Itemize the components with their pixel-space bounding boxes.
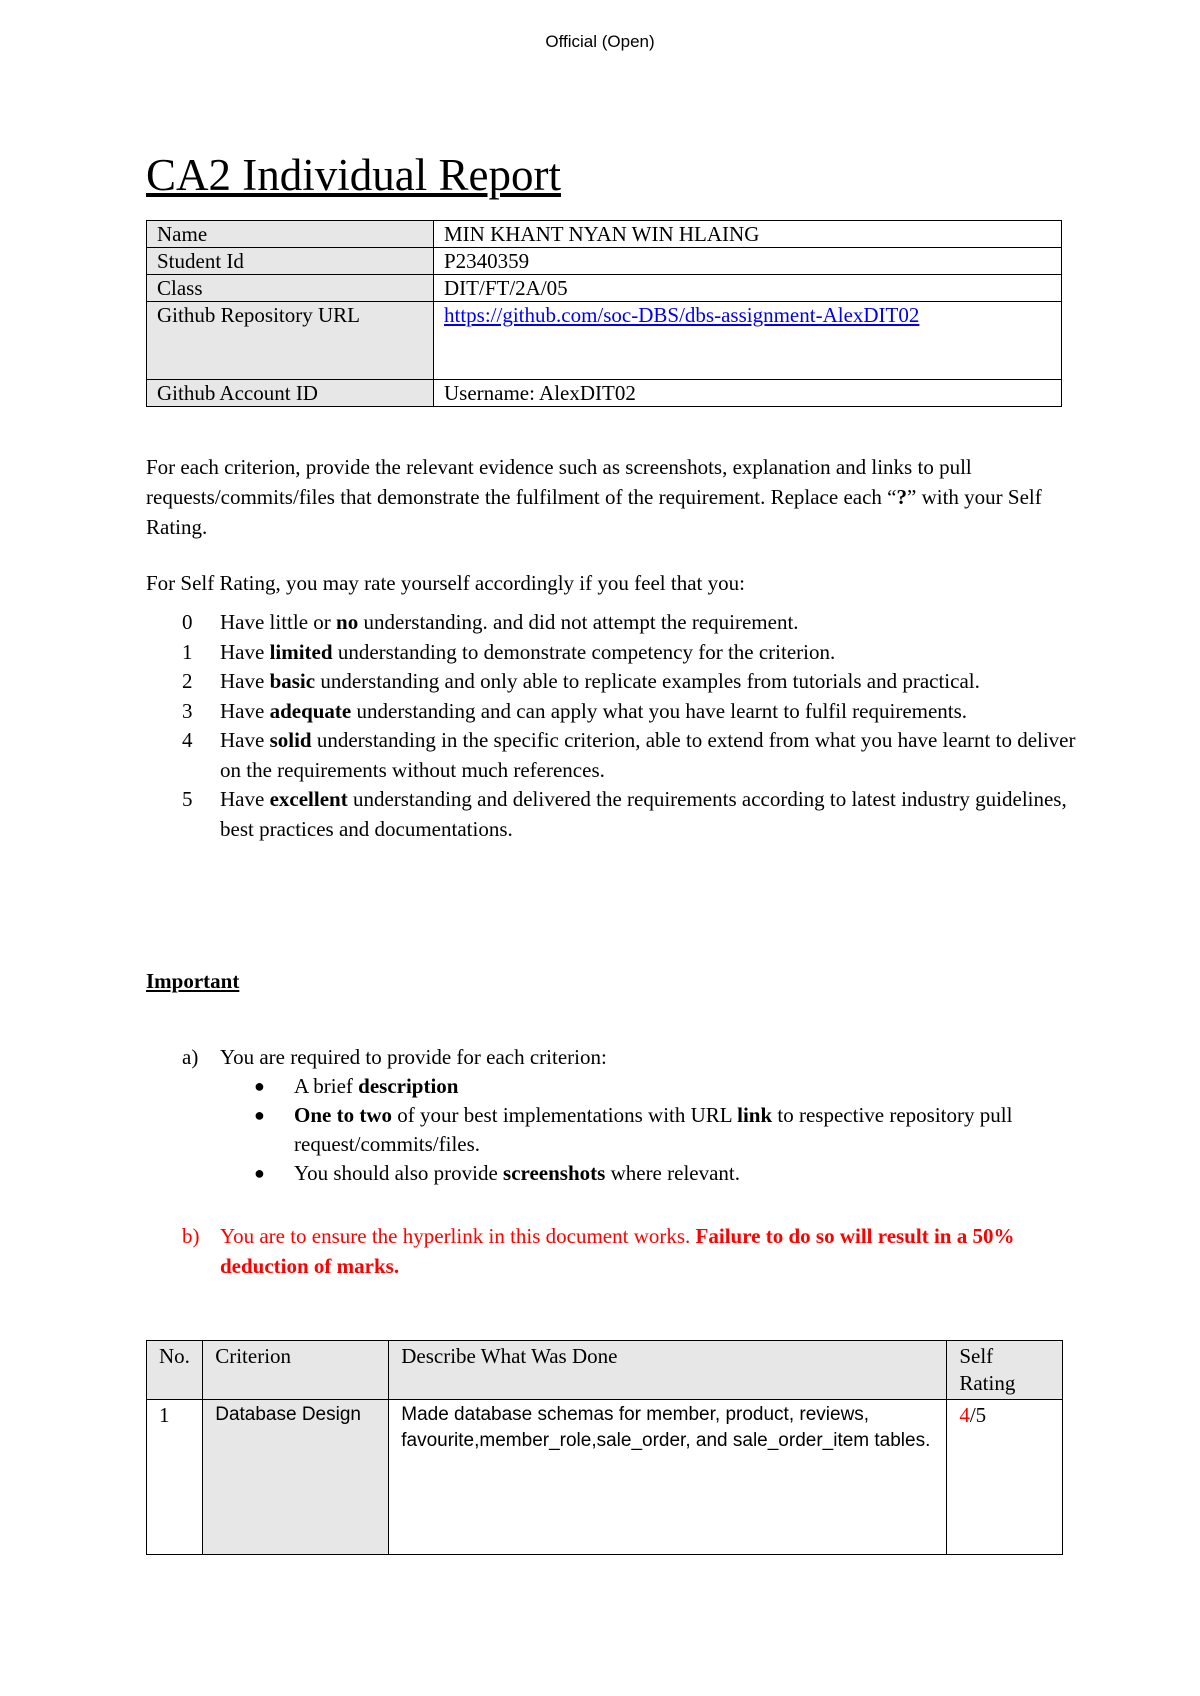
warning-plain: You are to ensure the hyperlink in this document works.: [220, 1224, 696, 1248]
requirement-marker: b): [182, 1224, 200, 1248]
bullet-keyword: link: [737, 1103, 773, 1127]
info-row-class: [147, 275, 1062, 302]
criteria-row: [147, 1400, 1063, 1555]
header-description: Describe What Was Done: [389, 1341, 947, 1400]
bullet-icon: ●: [254, 1105, 265, 1125]
bullet-text: You should also provide: [294, 1161, 504, 1185]
rating-text: understanding and delivered the requirements according to latest industry guidelines, best practices and documentations.: [220, 787, 1067, 841]
bullet-item: [220, 1072, 1076, 1101]
bullet-item: [220, 1101, 1076, 1159]
quote-open: “: [887, 485, 897, 509]
rating-number: 4: [182, 728, 193, 752]
bullet-text: to respective repository pull request/commits/files.: [294, 1103, 1013, 1156]
bullet-text: where relevant.: [605, 1161, 741, 1185]
rating-text: understanding in the specific criterion, able to extend from what you have learnt to deliver on the requirements without much references.: [220, 728, 1076, 782]
info-value: [434, 302, 1062, 380]
info-label: Github Account ID: [147, 380, 434, 407]
student-info-table: [146, 220, 1062, 407]
rating-scale-list: [146, 608, 1076, 844]
info-value: DIT/FT/2A/05: [434, 275, 1062, 302]
warning-text: [220, 1221, 1050, 1281]
requirement-text: You are required to provide for each criterion:: [220, 1045, 607, 1069]
rating-item: [146, 638, 1076, 668]
requirement-b-warning: [146, 1221, 1076, 1281]
intro-text: For each criterion, provide the relevant evidence such as screenshots, explanation and links to pull requests/commits/files that demonstrate the fulfilment of the requirement. Replace each: [146, 455, 972, 509]
rating-number: 1: [182, 639, 193, 664]
info-row-student-id: [147, 248, 1062, 275]
rating-keyword: excellent: [269, 787, 348, 811]
bullet-icon: ●: [254, 1163, 265, 1183]
info-label: Student Id: [147, 248, 434, 275]
bullet-keyword: One to two: [294, 1103, 392, 1127]
rating-item: [146, 697, 1076, 727]
rating-text: understanding and can apply what you have learnt to fulfil requirements.: [351, 698, 968, 723]
rating-text: Have: [220, 669, 270, 693]
rating-text: Have: [220, 787, 270, 811]
rating-keyword: limited: [269, 639, 333, 664]
requirement-a: [146, 1043, 1076, 1188]
rating-text: understanding to demonstrate competency for the criterion.: [332, 639, 836, 664]
rating-item: [146, 726, 1076, 785]
header-self-rating: Self Rating: [947, 1341, 1063, 1400]
info-label: Class: [147, 275, 434, 302]
rating-text: Have: [220, 698, 270, 723]
bullet-icon: ●: [254, 1076, 265, 1096]
rating-placeholder-mark: ?: [896, 485, 907, 509]
rating-text: Have: [220, 728, 270, 752]
bullet-keyword: description: [358, 1074, 459, 1098]
rating-text: understanding and only able to replicate examples from tutorials and practical.: [315, 669, 980, 693]
header-no: No.: [147, 1341, 203, 1400]
rating-item: [146, 785, 1076, 844]
info-label: Name: [147, 221, 434, 248]
info-row-name: [147, 221, 1062, 248]
rating-text: understanding. and did not attempt the requirement.: [358, 610, 799, 634]
bullet-item: [220, 1159, 1076, 1188]
rating-keyword: adequate: [269, 698, 352, 723]
requirement-marker: a): [182, 1045, 199, 1069]
info-label: Github Repository URL: [147, 302, 434, 380]
rating-keyword: basic: [269, 669, 316, 693]
warning-bold: Failure to do so will result in a 50% deduction of marks.: [220, 1224, 1015, 1278]
rating-item: [146, 667, 1076, 697]
rating-max: /5: [969, 1403, 987, 1427]
info-value: MIN KHANT NYAN WIN HLAING: [434, 221, 1062, 248]
criterion-name: Database Design: [203, 1400, 389, 1555]
criterion-rating[interactable]: [947, 1400, 1063, 1555]
rating-number: 3: [182, 698, 193, 723]
criterion-number: 1: [147, 1400, 203, 1555]
info-row-account-id: [147, 380, 1062, 407]
bullet-text: A brief: [294, 1074, 359, 1098]
rating-number: 5: [182, 787, 193, 811]
info-row-repo-url: [147, 302, 1062, 380]
requirement-bullets: [220, 1072, 1076, 1188]
self-rating-intro: For Self Rating, you may rate yourself accordingly if you feel that you:: [146, 571, 745, 595]
document-title: CA2 Individual Report: [146, 150, 561, 200]
criteria-header-row: [147, 1341, 1063, 1400]
criterion-description[interactable]: Made database schemas for member, product, reviews, favourite,member_role,sale_order, and sale_order_item tables.: [389, 1400, 947, 1555]
rating-text: Have: [220, 639, 270, 664]
rating-value: 4: [959, 1403, 970, 1427]
important-heading: Important: [146, 969, 240, 993]
rating-keyword: no: [336, 610, 359, 634]
rating-number: 2: [182, 669, 193, 693]
repository-link[interactable]: https://github.com/soc-DBS/dbs-assignment-AlexDIT02: [444, 303, 920, 327]
criteria-table: [146, 1340, 1063, 1555]
rating-keyword: solid: [269, 728, 312, 752]
rating-number: 0: [182, 610, 193, 634]
info-value: Username: AlexDIT02: [434, 380, 1062, 407]
header-criterion: Criterion: [203, 1341, 389, 1400]
info-value: P2340359: [434, 248, 1062, 275]
rating-text: Have little or: [220, 610, 337, 634]
intro-paragraph: [146, 452, 1066, 542]
bullet-keyword: screenshots: [503, 1161, 606, 1185]
classification-header: Official (Open): [545, 32, 655, 51]
intro-text-end: ” with your Self Rating.: [146, 485, 1042, 539]
bullet-text: of your best implementations with URL: [392, 1103, 738, 1127]
rating-item: [146, 608, 1076, 638]
